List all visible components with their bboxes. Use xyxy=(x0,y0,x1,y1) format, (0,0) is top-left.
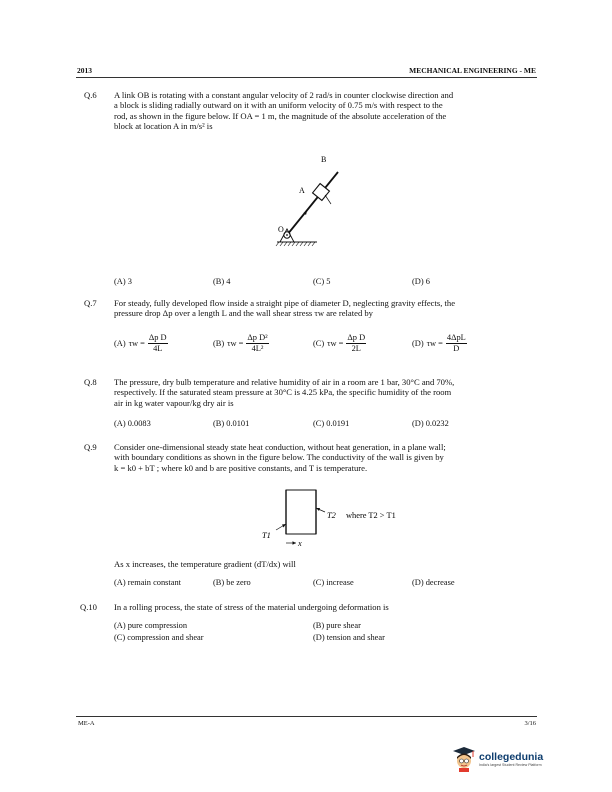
q6-option-a: (A) 3 xyxy=(114,277,132,286)
q7-a-lhs: τw = xyxy=(128,339,145,348)
q8-line3: air in kg water vapour/kg dry air is xyxy=(114,397,234,408)
q9-line1: Consider one-dimensional steady state heat conduction, without heat generation, in a plane wall; xyxy=(114,442,446,452)
q7-b-den: 4L² xyxy=(251,344,264,353)
q6-line3: rod, as shown in the figure below. If OA = 1 m, the magnitude of the absolute acceleration of the xyxy=(114,110,447,121)
q9-text xyxy=(114,442,530,473)
q7-line1: For steady, fully developed flow inside a straight pipe of diameter D, neglecting gravity effects, the xyxy=(114,298,456,308)
q6-link-figure xyxy=(270,150,350,250)
q7-option-a xyxy=(114,333,168,354)
q9-number: Q.9 xyxy=(84,442,97,452)
q9-option-b: (B) be zero xyxy=(213,578,251,587)
q9-option-d: (D) decrease xyxy=(412,578,455,587)
q7-option-d xyxy=(412,333,467,354)
q7-option-c xyxy=(313,333,366,354)
q6-text xyxy=(114,90,530,131)
q8-option-b: (B) 0.0101 xyxy=(213,419,250,428)
q7-c-den: 2L xyxy=(351,344,361,353)
q6-option-c: (C) 5 xyxy=(313,277,331,286)
label-o: O xyxy=(278,225,284,234)
q7-text xyxy=(114,298,530,319)
q7-d-num: 4ΔpL xyxy=(446,333,466,342)
q8-option-d: (D) 0.0232 xyxy=(412,419,449,428)
q7-b-num: Δp D² xyxy=(247,333,268,342)
q7-d-den: D xyxy=(453,344,460,353)
q7-b-lhs: τw = xyxy=(227,339,244,348)
q7-a-label: (A) xyxy=(114,339,126,348)
q7-d-fraction xyxy=(446,333,467,354)
q8-line2: respectively. If the saturated steam pressure at 30°C is 4.25 kPa, the specific humidity of the room xyxy=(114,387,452,398)
label-a: A xyxy=(299,186,305,195)
label-x: x xyxy=(298,539,302,548)
q10-text: In a rolling process, the state of stress of the material undergoing deformation is xyxy=(114,602,389,612)
q7-b-fraction xyxy=(246,333,268,354)
q7-c-label: (C) xyxy=(313,339,325,348)
q7-a-den: 4L xyxy=(153,344,163,353)
header-subject: MECHANICAL ENGINEERING - ME xyxy=(409,66,536,75)
plane-wall xyxy=(286,490,316,534)
header-year: 2013 xyxy=(77,66,92,75)
q6-line4: block at location A in m/s² is xyxy=(114,120,213,131)
q7-a-num: Δp D xyxy=(148,333,167,342)
q7-b-label: (B) xyxy=(213,339,225,348)
footer-page: 3/16 xyxy=(524,720,536,727)
footer-rule xyxy=(76,716,537,717)
q7-d-label: (D) xyxy=(412,339,424,348)
label-b: B xyxy=(321,155,327,164)
logo-name: collegedunia xyxy=(479,751,544,763)
q8-line1: The pressure, dry bulb temperature and relative humidity of air in a room are 1 bar, 30°C and 70%, xyxy=(114,377,455,387)
q9-question: As x increases, the temperature gradient (dT/dx) will xyxy=(114,559,296,569)
q9-line3: k = k0 + bT ; where k0 and b are positive constants, and T is temperature. xyxy=(114,462,368,473)
q7-line2: pressure drop Δp over a length L and the wall shear stress τw are related by xyxy=(114,308,373,319)
q10-option-c: (C) compression and shear xyxy=(114,633,204,642)
footer-code: ME-A xyxy=(78,720,95,727)
q6-number: Q.6 xyxy=(84,90,97,100)
q6-option-d: (D) 6 xyxy=(412,277,430,286)
q10-option-a: (A) pure compression xyxy=(114,621,188,630)
label-t2: T2 xyxy=(327,511,336,520)
collegedunia-logo xyxy=(452,746,543,772)
q6-line1: A link OB is rotating with a constant angular velocity of 2 rad/s in counter clockwise direction and xyxy=(114,90,454,100)
q8-text xyxy=(114,377,530,408)
q10-option-d: (D) tension and shear xyxy=(313,633,385,642)
q7-c-fraction xyxy=(346,333,366,354)
q10-option-b: (B) pure shear xyxy=(313,621,361,630)
q7-a-fraction xyxy=(148,333,168,354)
q7-number: Q.7 xyxy=(84,298,97,308)
q7-option-b xyxy=(213,333,269,354)
q8-option-a: (A) 0.0083 xyxy=(114,419,151,428)
graduate-mascot-icon xyxy=(452,746,476,772)
q9-option-a: (A) remain constant xyxy=(114,578,181,587)
q9-wall-figure xyxy=(250,487,420,552)
q6-line2: a block is sliding radially outward on it with an uniform velocity of 0.75 m/s with respect to the xyxy=(114,100,443,111)
label-where: where T2 > T1 xyxy=(346,511,396,520)
q6-option-b: (B) 4 xyxy=(213,277,231,286)
q10-number: Q.10 xyxy=(80,602,97,612)
q7-d-lhs: τw = xyxy=(426,339,443,348)
q9-line2: with boundary conditions as shown in the figure below. The conductivity of the wall is given by xyxy=(114,452,444,463)
q9-option-c: (C) increase xyxy=(313,578,354,587)
logo-tagline: India's largest Student Review Platform xyxy=(479,763,542,767)
label-t1: T1 xyxy=(262,531,271,540)
q8-number: Q.8 xyxy=(84,377,97,387)
q7-c-num: Δp D xyxy=(347,333,366,342)
q7-c-lhs: τw = xyxy=(327,339,344,348)
header-rule xyxy=(76,77,537,78)
q8-option-c: (C) 0.0191 xyxy=(313,419,350,428)
